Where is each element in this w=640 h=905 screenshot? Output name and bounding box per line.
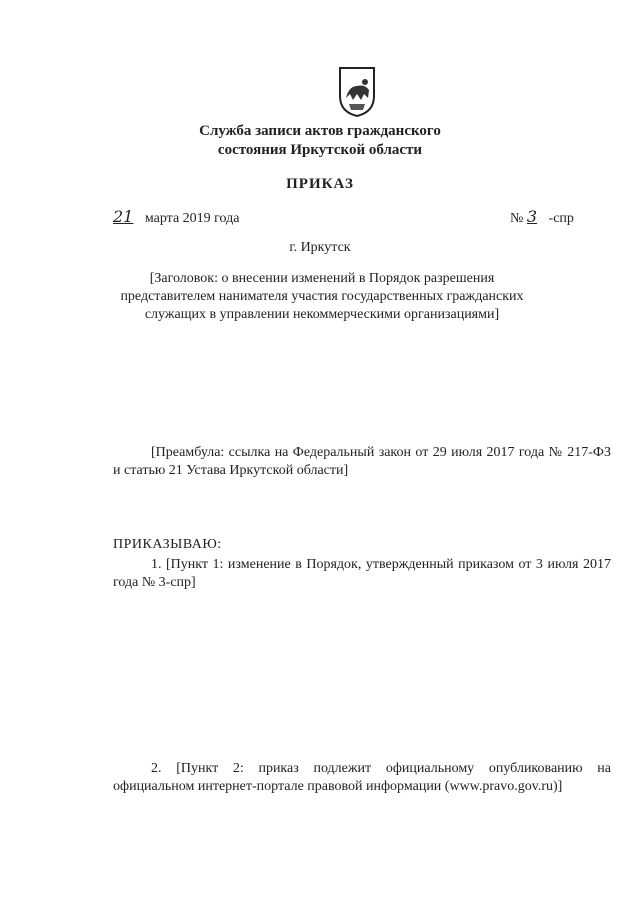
item-1: 1. [Пункт 1: изменение в Порядок, утвержденный приказом от 3 июля 2017 года № 3-спр] xyxy=(113,557,611,590)
organization-line-2: состояния Иркутской области xyxy=(217,142,423,158)
number-sign: № xyxy=(510,211,524,226)
item-2: 2. [Пункт 2: приказ подлежит официальному опубликованию на официальном интернет-портале правовой информации (www.pravo.gov.ru)] xyxy=(113,761,611,794)
order-date xyxy=(113,207,239,227)
document-type: ПРИКАЗ xyxy=(286,176,354,192)
order-subject: [Заголовок: о внесении изменений в Порядок разрешения представителем нанимателя участия государственных гражданских служащих в управлении некоммерческими организациями] xyxy=(120,271,524,322)
organization-name xyxy=(0,122,640,160)
preamble: [Преамбула: ссылка на Федеральный закон от 29 июля 2017 года № 217-ФЗ и статью 21 Устава Иркутской области] xyxy=(113,445,611,478)
organization-line-1: Служба записи актов гражданского xyxy=(199,123,441,139)
order-number xyxy=(510,207,574,227)
order-keyword: ПРИКАЗЫВАЮ: xyxy=(113,537,222,552)
handwritten-day: 21 xyxy=(113,207,134,226)
handwritten-number: 3 xyxy=(526,207,538,226)
number-suffix: -спр xyxy=(548,211,574,226)
city: г. Иркутск xyxy=(289,240,351,255)
date-text: марта 2019 года xyxy=(144,211,240,226)
coat-of-arms-icon xyxy=(337,66,377,118)
